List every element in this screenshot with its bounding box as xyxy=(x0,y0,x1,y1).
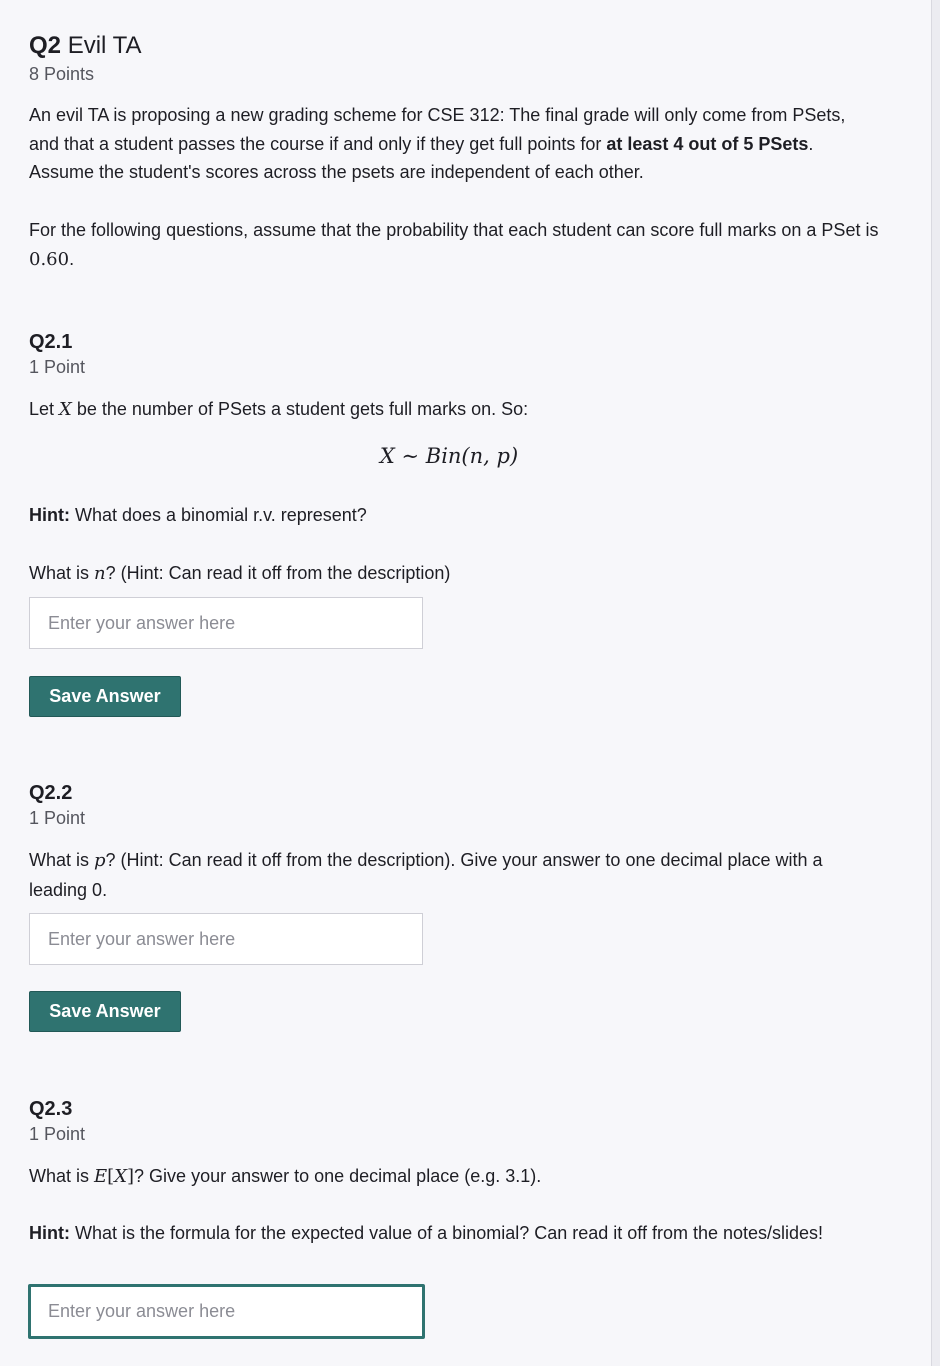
q2-1-statement: Let X be the number of PSets a student gets full marks on. So: xyxy=(29,399,529,420)
q2-3-question: What is E[X]? Give your answer to one decimal place (e.g. 3.1). xyxy=(29,1166,542,1187)
subquestion-title-q2-1: Q2.1 xyxy=(29,331,73,353)
subquestion-title-q2-3: Q2.3 xyxy=(29,1098,73,1120)
q2-1-answer-input[interactable] xyxy=(29,597,423,649)
q2-3-hint: Hint: What is the formula for the expected value of a binomial? Can read it off from the notes/slides! xyxy=(29,1223,824,1243)
subquestion-points-q2-3: 1 Point xyxy=(29,1124,86,1144)
question-number: Q2 xyxy=(29,32,62,59)
subquestion-points-q2-2: 1 Point xyxy=(29,808,86,828)
q2-2-question: What is p? (Hint: Can read it off from the description). Give your answer to one decimal place with a leading 0. xyxy=(29,850,823,900)
question-title xyxy=(29,30,141,62)
q2-1-question: What is n? (Hint: Can read it off from the description) xyxy=(29,563,451,584)
question-name: Evil TA xyxy=(67,32,142,59)
q2-2-save-button[interactable]: Save Answer xyxy=(29,991,181,1032)
probability-value: 0.60 xyxy=(29,248,70,270)
intro-paragraph-1: An evil TA is proposing a new grading scheme for CSE 312: The final grade will only come from PSets, and that a student passes the course if and only if they get full points for at least 4 out of 5 PSets. Assume the student's scores across the psets are independent of each other. xyxy=(29,105,846,182)
binomial-formula: X ∼ Bin(n, p) xyxy=(379,444,519,468)
intro-bold-condition: at least 4 out of 5 PSets xyxy=(606,133,809,154)
scroll-edge xyxy=(931,0,940,1366)
intro-paragraph-2: For the following questions, assume that the probability that each student can score full marks on a PSet is 0.60. xyxy=(29,220,879,270)
subquestion-title-q2-2: Q2.2 xyxy=(29,782,73,804)
question-points: 8 Points xyxy=(29,64,95,84)
q2-1-save-button[interactable]: Save Answer xyxy=(29,676,181,717)
q2-1-hint: Hint: What does a binomial r.v. represent? xyxy=(29,505,367,525)
subquestion-points-q2-1: 1 Point xyxy=(29,357,86,377)
q2-3-answer-input[interactable] xyxy=(28,1284,425,1339)
q2-2-answer-input[interactable] xyxy=(29,913,423,965)
